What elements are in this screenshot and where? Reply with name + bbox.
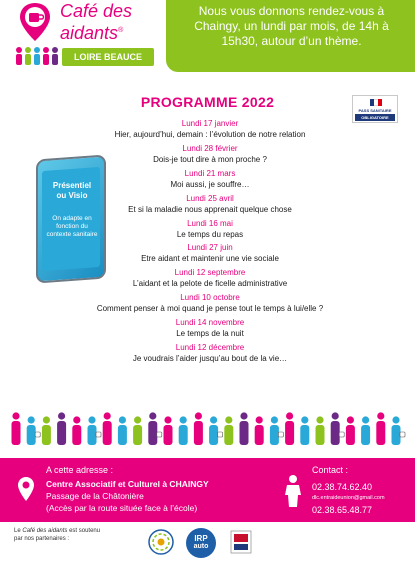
person-figure xyxy=(316,416,325,445)
partners-line2: par nos partenaires : xyxy=(14,536,70,542)
person-figure xyxy=(255,416,264,445)
map-pin-cup-icon xyxy=(18,2,52,42)
person-figure xyxy=(194,412,203,445)
partners-line1-italic: Café des aidants xyxy=(22,528,68,534)
event-date: Lundi 28 février xyxy=(182,143,238,153)
event-date: Lundi 14 novembre xyxy=(175,318,245,328)
person-figure xyxy=(331,412,345,445)
event-date: Lundi 10 octobre xyxy=(180,293,240,303)
partners-line1-suffix: est soutenu xyxy=(69,528,101,534)
french-flag-icon xyxy=(370,99,382,106)
event-date: Lundi 27 juin xyxy=(187,243,233,253)
person-figure xyxy=(209,416,223,445)
address-venue: Centre Associatif et Culturel à CHAINGY xyxy=(46,479,209,489)
contact-email[interactable]: dlc.entraideunion@gmail.com xyxy=(312,495,385,501)
person-figure xyxy=(12,412,21,445)
location-badge: LOIRE BEAUCE xyxy=(62,48,154,66)
event-date: Lundi 25 avril xyxy=(186,193,234,203)
event-date: Lundi 12 septembre xyxy=(174,268,246,278)
event-topic: Le temps de la nuit xyxy=(176,329,244,339)
event-topic: Je voudrais l’aider jusqu’au bout de la vie… xyxy=(132,354,288,364)
people-group-illustration xyxy=(8,410,408,448)
person-figure xyxy=(240,412,249,445)
person-figure xyxy=(392,416,406,445)
pass-badge-line1: PASS SANITAIRE xyxy=(358,108,392,113)
cafe-des-aidants-logo xyxy=(14,0,164,80)
event-item xyxy=(60,243,360,268)
event-item xyxy=(60,169,360,194)
event-item xyxy=(60,343,360,368)
event-topic: Dois-je tout dire à mon proche ? xyxy=(153,154,267,164)
contact-heading: Contact : xyxy=(312,465,349,475)
partner-logo-round xyxy=(148,529,174,555)
contact-phone-2[interactable]: 02.38.65.48.77 xyxy=(312,505,373,515)
event-topic: Etre aidant et maintenir une vie sociale xyxy=(141,254,279,264)
event-topic: Et si la maladie nous apprenait quelque chose xyxy=(128,204,292,214)
footer-band xyxy=(0,458,415,522)
event-topic: L’aidant et la pelote de ficelle administrative xyxy=(132,279,288,289)
people-group-icon xyxy=(14,44,60,66)
event-topic: Hier, aujourd’hui, demain : l’évolution de notre relation xyxy=(114,130,306,139)
irp-logo-line1: IRP xyxy=(194,534,208,543)
phone-card-line2: ou Visio xyxy=(56,191,88,200)
event-item xyxy=(60,144,360,169)
person-figure xyxy=(57,412,66,445)
partners-text xyxy=(14,527,100,543)
person-figure xyxy=(133,416,142,445)
irp-auto-logo xyxy=(186,528,216,558)
address-access: (Accès par la route située face à l’école) xyxy=(46,503,198,513)
event-topic: Comment penser à moi quand je pense tout le temps à lui/elle ? xyxy=(96,304,324,314)
map-pin-icon xyxy=(16,476,36,502)
event-list xyxy=(60,119,360,368)
phone-card-line1: Présentiel xyxy=(52,181,92,190)
event-topic: Moi aussi, je souffre… xyxy=(170,179,250,189)
person-figure xyxy=(179,416,188,445)
person-figure xyxy=(376,412,385,445)
person-figure xyxy=(346,416,355,445)
event-date: Lundi 17 janvier xyxy=(181,119,239,128)
person-figure xyxy=(103,412,112,445)
logo-title-line1: Café des xyxy=(60,1,133,21)
event-date: Lundi 21 mars xyxy=(184,168,236,178)
person-figure xyxy=(42,416,51,445)
contact-phone-1[interactable]: 02.38.74.62.40 xyxy=(312,482,373,492)
person-figure xyxy=(148,412,162,445)
address-heading: A cette adresse : xyxy=(46,465,114,475)
logo-title xyxy=(60,2,132,43)
person-figure xyxy=(361,416,370,445)
address-street: Passage de la Châtonière xyxy=(46,491,144,501)
event-date: Lundi 12 décembre xyxy=(175,343,245,353)
partners-line1-prefix: Le xyxy=(14,528,21,534)
person-figure xyxy=(164,416,173,445)
event-item xyxy=(60,219,360,244)
partner-logo-square xyxy=(230,530,252,554)
person-figure xyxy=(270,416,284,445)
person-figure xyxy=(118,416,127,445)
person-icon xyxy=(282,474,304,508)
person-figure xyxy=(88,416,102,445)
phone-card-detail: On adapte en fonction du contexte sanitaire xyxy=(46,215,98,238)
announcement-banner: Nous vous donnons rendez-vous à Chaingy, un lundi par mois, de 14h à 15h30, autour d’un thème. xyxy=(166,0,415,72)
event-item xyxy=(60,293,360,318)
irp-logo-line2: auto xyxy=(193,543,209,550)
logo-title-line2: aidants xyxy=(60,23,119,43)
person-figure xyxy=(285,412,294,445)
person-figure xyxy=(224,416,233,445)
event-topic: Le temps du repas xyxy=(176,229,244,239)
event-date: Lundi 16 mai xyxy=(187,218,233,228)
programme-title: PROGRAMME 2022 xyxy=(140,94,275,110)
event-item xyxy=(60,268,360,293)
person-figure xyxy=(72,416,81,445)
registered-mark: ® xyxy=(118,27,124,34)
event-item xyxy=(60,318,360,343)
person-figure xyxy=(27,416,41,445)
pass-badge-line2: OBLIGATOIRE xyxy=(355,114,395,121)
event-item xyxy=(60,194,360,219)
event-item xyxy=(60,119,360,144)
person-figure xyxy=(300,416,309,445)
